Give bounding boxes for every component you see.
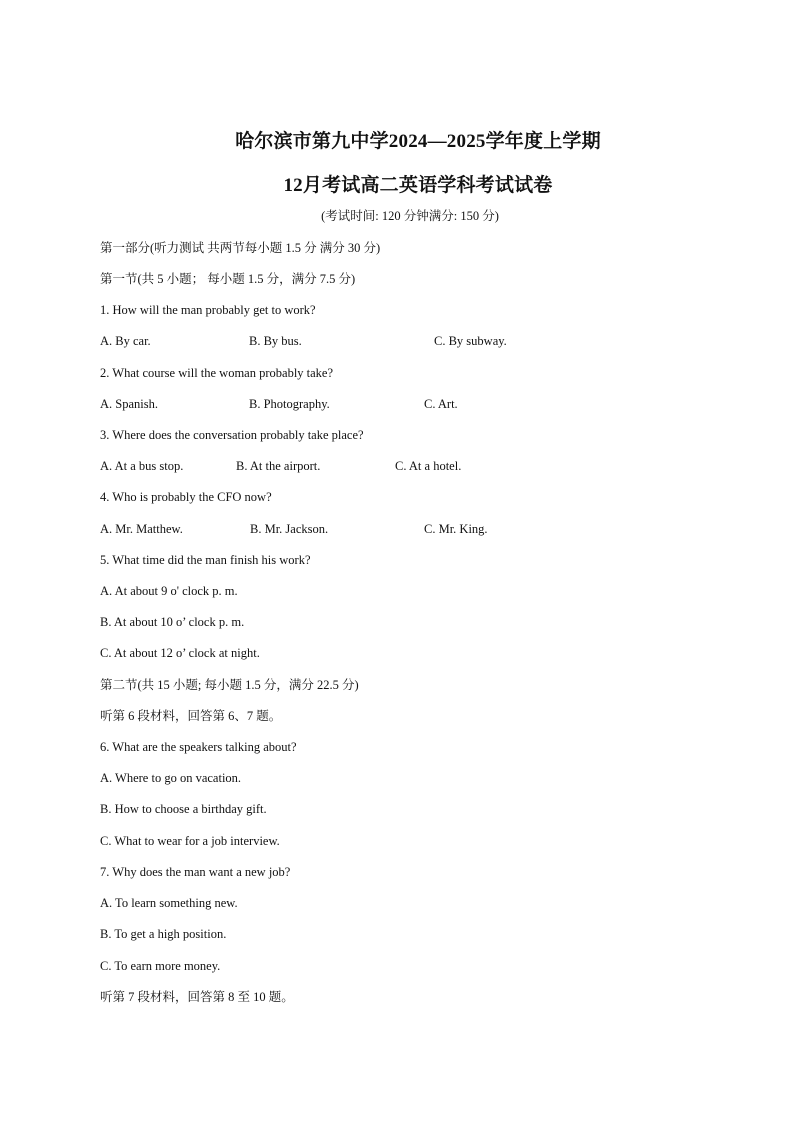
question-4-option-a: A. Mr. Matthew. [100, 522, 183, 536]
question-2-option-b: B. Photography. [249, 397, 330, 411]
part1-heading: 第一部分(听力测试 共两节每小题 1.5 分 满分 30 分) [100, 241, 381, 255]
question-1-option-b: B. By bus. [249, 334, 302, 348]
question-5-stem: 5. What time did the man finish his work? [100, 553, 311, 567]
question-7-option-a: A. To learn something new. [100, 896, 238, 910]
question-2-option-c: C. Art. [424, 397, 458, 411]
question-7-stem: 7. Why does the man want a new job? [100, 865, 291, 879]
question-2-stem: 2. What course will the woman probably take? [100, 366, 334, 380]
question-5-option-c: C. At about 12 o’ clock at night. [100, 646, 260, 660]
question-5-option-b: B. At about 10 o’ clock p. m. [100, 615, 245, 629]
question-3-stem: 3. Where does the conversation probably take place? [100, 428, 364, 442]
material-6-instruction: 听第 6 段材料，回答第 6、7 题。 [100, 709, 282, 723]
section2-heading: 第二节(共 15 小题; 每小题 1.5 分，满分 22.5 分) [100, 678, 359, 692]
exam-subtitle: 12月考试高二英语学科考试试卷 [283, 175, 553, 196]
question-7-option-c: C. To earn more money. [100, 959, 221, 973]
question-6-option-b: B. How to choose a birthday gift. [100, 802, 267, 816]
question-3-option-b: B. At the airport. [236, 459, 321, 473]
question-3-option-c: C. At a hotel. [395, 459, 462, 473]
exam-title: 哈尔滨市第九中学2024—2025学年度上学期 [235, 131, 601, 152]
question-4-option-c: C. Mr. King. [424, 522, 488, 536]
question-6-option-c: C. What to wear for a job interview. [100, 834, 280, 848]
question-6-option-a: A. Where to go on vacation. [100, 771, 242, 785]
question-6-stem: 6. What are the speakers talking about? [100, 740, 297, 754]
question-1-option-a: A. By car. [100, 334, 151, 348]
section1-heading: 第一节(共 5 小题； 每小题 1.5 分，满分 7.5 分) [100, 272, 356, 286]
question-1-option-c: C. By subway. [434, 334, 507, 348]
question-4-option-b: B. Mr. Jackson. [250, 522, 329, 536]
question-2-option-a: A. Spanish. [100, 397, 158, 411]
question-3-option-a: A. At a bus stop. [100, 459, 184, 473]
material-7-instruction: 听第 7 段材料，回答第 8 至 10 题。 [100, 990, 294, 1004]
question-5-option-a: A. At about 9 o' clock p. m. [100, 584, 238, 598]
question-7-option-b: B. To get a high position. [100, 927, 227, 941]
question-1-stem: 1. How will the man probably get to work? [100, 303, 316, 317]
exam-time-score: (考试时间: 120 分钟满分: 150 分) [321, 209, 499, 223]
question-4-stem: 4. Who is probably the CFO now? [100, 490, 272, 504]
